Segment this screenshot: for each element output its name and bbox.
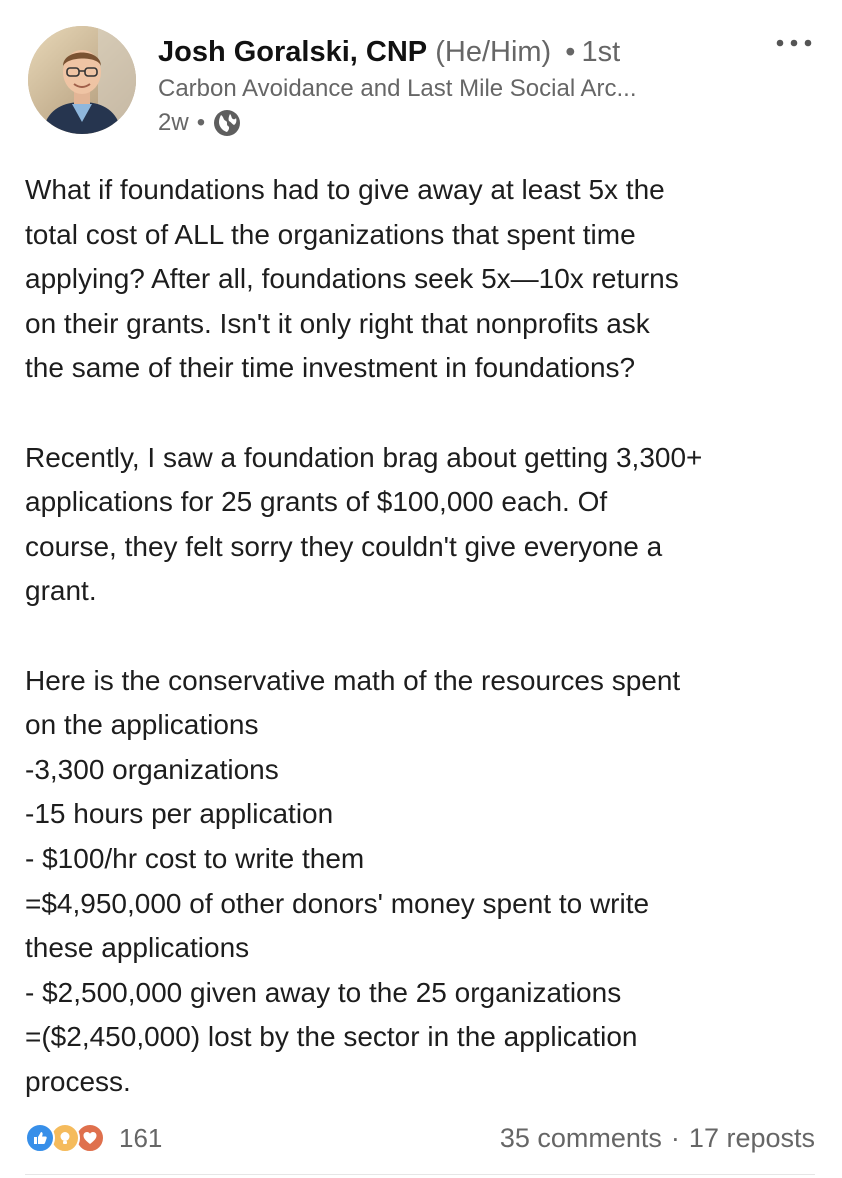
globe-icon (213, 109, 241, 137)
post-line: What if foundations had to give away at least 5x the (25, 174, 665, 205)
reposts-link[interactable]: 17 reposts (688, 1122, 815, 1153)
separator-dot: · (670, 1122, 680, 1153)
post-line: the same of their time investment in foundations? (25, 352, 636, 384)
reaction-count: 161 (119, 1122, 163, 1153)
paragraph-gap (25, 391, 815, 436)
more-options-button[interactable] (770, 28, 818, 58)
post-line: applications for 25 grants of $100,000 each. Of (25, 486, 608, 518)
like-icon (25, 1123, 55, 1153)
post-body (25, 168, 815, 1104)
post-line: =$4,950,000 of other donors' money spent to write (25, 887, 650, 919)
post-line: grant. (25, 575, 97, 607)
author-name-line (158, 34, 778, 70)
post-line: - $100/hr cost to write them (25, 842, 365, 874)
author-pronouns: (He/Him) (435, 36, 552, 68)
separator-dot: • (565, 36, 576, 68)
comments-link[interactable]: 35 comments (499, 1122, 662, 1153)
author-headline: Carbon Avoidance and Last Mile Social Arc... (158, 75, 637, 102)
post-line: Recently, I saw a foundation brag about getting 3,300+ (25, 441, 703, 473)
post-line: Here is the conservative math of the resources spent (25, 664, 681, 696)
post-line: these applications (25, 932, 250, 964)
post-line: process. (25, 1065, 131, 1097)
engagement-counts (500, 1123, 815, 1154)
paragraph-gap (25, 614, 815, 659)
reaction-icons (25, 1121, 109, 1155)
reactions-summary[interactable] (25, 1121, 162, 1155)
post-paragraph (25, 659, 815, 1105)
post-line: on the applications (25, 709, 259, 741)
divider (25, 1174, 815, 1175)
avatar-image (28, 26, 136, 134)
post-line: - $2,500,000 given away to the 25 organizations (25, 976, 622, 1008)
author-block (158, 34, 778, 140)
post-line: course, they felt sorry they couldn't give everyone a (25, 530, 663, 562)
post-line: =($2,450,000) lost by the sector in the application (25, 1021, 638, 1053)
social-counts-bar (25, 1116, 815, 1160)
connection-degree: 1st (581, 36, 621, 68)
post-line: -15 hours per application (25, 798, 334, 830)
separator-dot: • (196, 109, 206, 136)
author-name[interactable]: Josh Goralski, CNP (158, 36, 428, 68)
post-line: applying? After all, foundations seek 5x—10x returns (25, 263, 679, 295)
more-icon (774, 38, 814, 48)
post-line: -3,300 organizations (25, 753, 279, 785)
post-time[interactable]: 2w (158, 109, 189, 136)
post-line: on their grants. Isn't it only right that nonprofits ask (25, 307, 650, 339)
post-paragraph (25, 436, 815, 614)
avatar[interactable] (28, 26, 136, 134)
post-paragraph (25, 168, 815, 391)
post-meta (158, 106, 778, 140)
post-header (28, 26, 818, 146)
post-line: total cost of ALL the organizations that spent time (25, 218, 636, 250)
